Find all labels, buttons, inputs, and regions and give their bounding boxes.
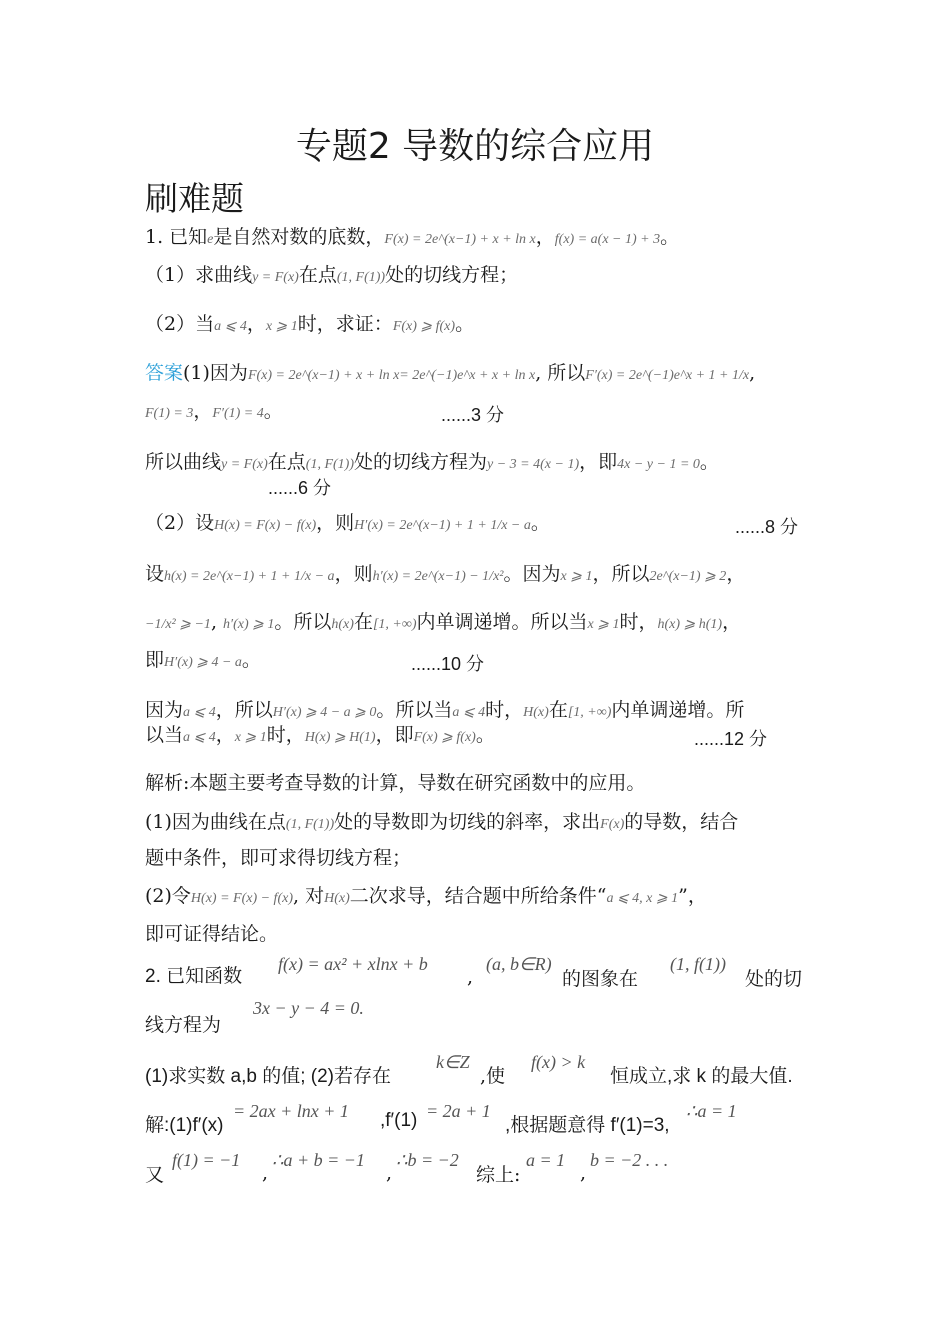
answer-l9-i: 。 [475,724,495,746]
answer-l1-b: , 所以 [535,362,586,384]
analysis-line-4 [145,883,707,912]
answer-l8-b: a ⩽ 4 [183,705,216,720]
score-6: ......6 分 [268,478,332,498]
analysis-l2-e: 的导数，结合 [624,811,739,833]
answer-l6-g: [1, +∞) [372,617,417,632]
answer-l3-c: 处的切线方程为 [354,451,488,473]
answer-l5-x: x ⩾ 1 [560,569,593,584]
answer-line-1 [145,360,755,389]
answer-l6-i: x ⩾ 1 [587,617,620,632]
answer-l6-a: −1/x² ⩾ −1 [145,617,211,632]
analysis-l4-b: H(x) = F(x) − f(x) [190,891,293,906]
section-heading: 刷难题 [145,179,244,218]
answer-l5-e: 2e^(x−1) ⩾ 2 [649,569,727,584]
answer-l1-Fprime: F′(x) = 2e^(−1)e^x + 1 + 1/x [585,368,750,383]
q1-F-definition: F(x) = 2e^(x−1) + x + ln x [384,232,536,247]
analysis-line-1: 解析:本题主要考查导数的计算，导数在研究函数中的应用。 [145,772,646,794]
q1-comma: ， [535,226,555,248]
answer-l1-a: (1)因为 [183,362,248,384]
answer-l8-g: 时， [485,699,524,721]
answer-l9-h: F(x) ⩾ f(x) [413,730,476,745]
analysis-l4-a: (2)令 [145,885,191,907]
answer-l3-point: (1, F(1)) [305,457,354,472]
q2-l1-c: (a, b∈R) [486,954,552,974]
answer-l6-d: 。所以 [274,611,332,633]
analysis-l2-c: 处的导数即为切线的斜率，求出 [334,811,601,833]
score-10: ......10 分 [411,654,485,674]
answer-l6-e: h(x) [331,617,354,632]
q1-part2-c: 时，求证： [297,313,393,335]
answer-line-3 [145,449,719,478]
answer-l2-b: ， [193,400,213,422]
q2-l4-b: = 2ax + lnx + 1 [233,1101,349,1121]
answer-l3-eq: y − 3 = 4(x − 1) [487,457,580,472]
analysis-l2-a: (1)因为曲线在点 [145,811,286,833]
answer-l2-d: 。 [263,400,283,422]
answer-l4-c: 。 [530,512,550,534]
answer-l1-c: , [749,362,756,384]
q1-part1-c: 处的切线方程； [385,264,519,286]
answer-l8-f: a ⩽ 4 [452,705,486,720]
answer-l5-hprime: h′(x) = 2e^(x−1) − 1/x² [372,569,504,584]
answer-line-6 [145,609,741,638]
q1-stem-text-b: 是自然对数的底数， [213,226,385,248]
answer-l3-d: ，即 [579,451,618,473]
analysis-l4-d: H(x) [324,891,350,906]
q2-l1-b: , [467,966,474,988]
page-title: 专题2 导数的综合应用 [295,126,655,167]
q2-l3-b: ,使 [480,1065,506,1087]
answer-l3-curve: y = F(x) [221,457,268,472]
answer-l9-e: 时， [266,724,305,746]
answer-l8-c: ，所以 [215,699,273,721]
analysis-line-2 [145,809,738,838]
answer-line-5 [145,561,745,590]
answer-l5-d: ，所以 [592,563,650,585]
answer-l3-b: 在点 [267,451,306,473]
q1-part1-curve: y = F(x) [252,270,299,285]
answer-l8-a: 因为 [145,699,184,721]
answer-l4-H: H(x) = F(x) − f(x) [214,518,317,533]
answer-l3-e: 。 [699,451,719,473]
answer-l4-b: ，则 [316,512,355,534]
answer-l9-d: x ⩾ 1 [234,730,267,745]
q2-l1-g: 处的切 [745,968,803,990]
answer-l8-i: 在 [548,699,568,721]
answer-l6-l: ， [722,611,742,633]
q1-stem-text-a: 1. 已知 [145,226,208,248]
answer-l7-b: H′(x) ⩾ 4 − a [164,655,242,670]
q2-l3-d: 恒成立,求 k 的最大值. [610,1066,793,1087]
answer-line-2 [145,398,283,427]
q2-l1-d: 的图象在 [562,968,639,990]
answer-l4-a: （2）设 [145,512,215,534]
answer-l3-eq2: 4x − y − 1 = 0 [617,457,700,472]
analysis-line-3: 题中条件，即可求得切线方程； [145,847,412,869]
answer-l9-b: a ⩽ 4 [183,730,216,745]
q1-part2-a: （2）当 [145,313,215,335]
q2-l4-e: ,根据题意得 f′(1)=3, [505,1115,670,1136]
analysis-l4-f: a ⩽ 4, x ⩾ 1 [606,891,679,906]
q1-part1 [145,262,518,291]
answer-l2-c: F′(1) = 4 [212,406,264,421]
answer-l8-h: H(x) [523,705,549,720]
answer-l1-F: F(x) = 2e^(x−1) + x + ln x= 2e^(−1)e^x + x + ln x [247,368,536,383]
q1-part2-d: 。 [455,313,475,335]
q2-l5-d: ∴a + b = −1 [272,1150,365,1170]
answer-line-9 [145,722,495,751]
answer-l8-e: 。所以当 [376,699,453,721]
answer-l6-c: h′(x) ⩾ 1 [223,617,275,632]
answer-l2-a: F(1) = 3 [145,406,194,421]
answer-l6-j: 时， [619,611,658,633]
answer-l5-f: ， [726,563,746,585]
q2-l2-eq: 3x − y − 4 = 0. [253,998,364,1018]
q2-l4-a: 解:(1)f′(x) [145,1115,224,1136]
answer-l9-g: ，即 [375,724,414,746]
answer-l8-k: 内单调递增。所 [611,699,745,721]
analysis-line-5: 即可证得结论。 [145,923,279,945]
analysis-l2-b: (1, F(1)) [285,817,335,832]
score-12: ......12 分 [694,729,768,749]
q2-l5-c: , [262,1162,269,1184]
q2-l5-f: ∴b = −2 [396,1150,459,1170]
analysis-l4-g: ”， [678,885,707,907]
q1-f-definition: f(x) = a(x − 1) + 3 [554,232,661,247]
answer-l4-Hprime: H′(x) = 2e^(x−1) + 1 + 1/x − a [354,518,531,533]
answer-l9-f: H(x) ⩾ H(1) [304,730,376,745]
answer-label: 答案 [145,362,184,384]
answer-l8-j: [1, +∞) [567,705,612,720]
q2-l1-a: 2. 已知函数 [145,966,243,987]
q1-part1-b: 在点 [298,264,337,286]
answer-l5-b: ，则 [334,563,373,585]
q1-part2-cond2: x ⩾ 1 [265,319,298,334]
score-8: ......8 分 [735,517,799,537]
q2-l1-f: f(x) = ax² + xlnx + b [278,954,428,974]
q1-part2-b: ， [246,313,266,335]
answer-l7-c: 。 [241,649,261,671]
q1-part2-cond1: a ⩽ 4 [214,319,247,334]
q2-l5-h: a = 1 [526,1150,566,1170]
answer-l8-d: H′(x) ⩾ 4 − a ⩾ 0 [272,705,377,720]
answer-l9-a: 以当 [145,724,184,746]
q2-l4-d: = 2a + 1 [426,1101,491,1121]
q2-l5-i: , [580,1162,587,1184]
answer-l3-a: 所以曲线 [145,451,222,473]
q2-l3-c: f(x) > k [531,1052,586,1072]
answer-l5-c: 。因为 [503,563,561,585]
answer-l6-b: , [210,611,224,633]
q1-part1-point: (1, F(1)) [336,270,386,285]
q1-part2 [145,311,474,340]
q2-l5-j: b = −2 . . . [590,1150,669,1170]
answer-line-4 [145,510,550,539]
answer-line-7 [145,647,261,676]
analysis-l4-c: , 对 [292,885,325,907]
analysis-l4-e: 二次求导，结合题中所给条件“ [349,885,607,907]
answer-l5-h: h(x) = 2e^(x−1) + 1 + 1/x − a [164,569,335,584]
analysis-l2-d: F(x) [600,817,625,832]
answer-l7-a: 即 [145,649,165,671]
q1-e: e [207,232,214,247]
q2-l4-c: ,f′(1) [380,1110,418,1131]
q2-l5-a: 又 [145,1164,165,1186]
q2-l5-g: 综上: [476,1164,521,1186]
q2-l4-f: ∴a = 1 [686,1101,737,1121]
score-3: ......3 分 [441,405,505,425]
answer-l6-h: 内单调递增。所以当 [416,611,588,633]
answer-l5-a: 设 [145,563,165,585]
q2-l2-a: 线方程为 [145,1014,222,1036]
answer-l9-c: ， [215,724,235,746]
q2-l3-a: (1)求实数 a,b 的值; (2)若存在 [145,1066,391,1087]
q1-part1-a: （1）求曲线 [145,264,253,286]
q2-l1-e: (1, f(1)) [670,954,726,974]
q2-l5-e: , [386,1162,393,1184]
q2-l5-b: f(1) = −1 [172,1150,241,1170]
q1-part2-goal: F(x) ⩾ f(x) [392,319,456,334]
q1-end: 。 [660,226,680,248]
answer-l6-f: 在 [353,611,373,633]
q1-stem [145,224,679,253]
answer-l6-k: h(x) ⩾ h(1) [657,617,723,632]
q2-l3-k: k∈Z [436,1052,470,1072]
